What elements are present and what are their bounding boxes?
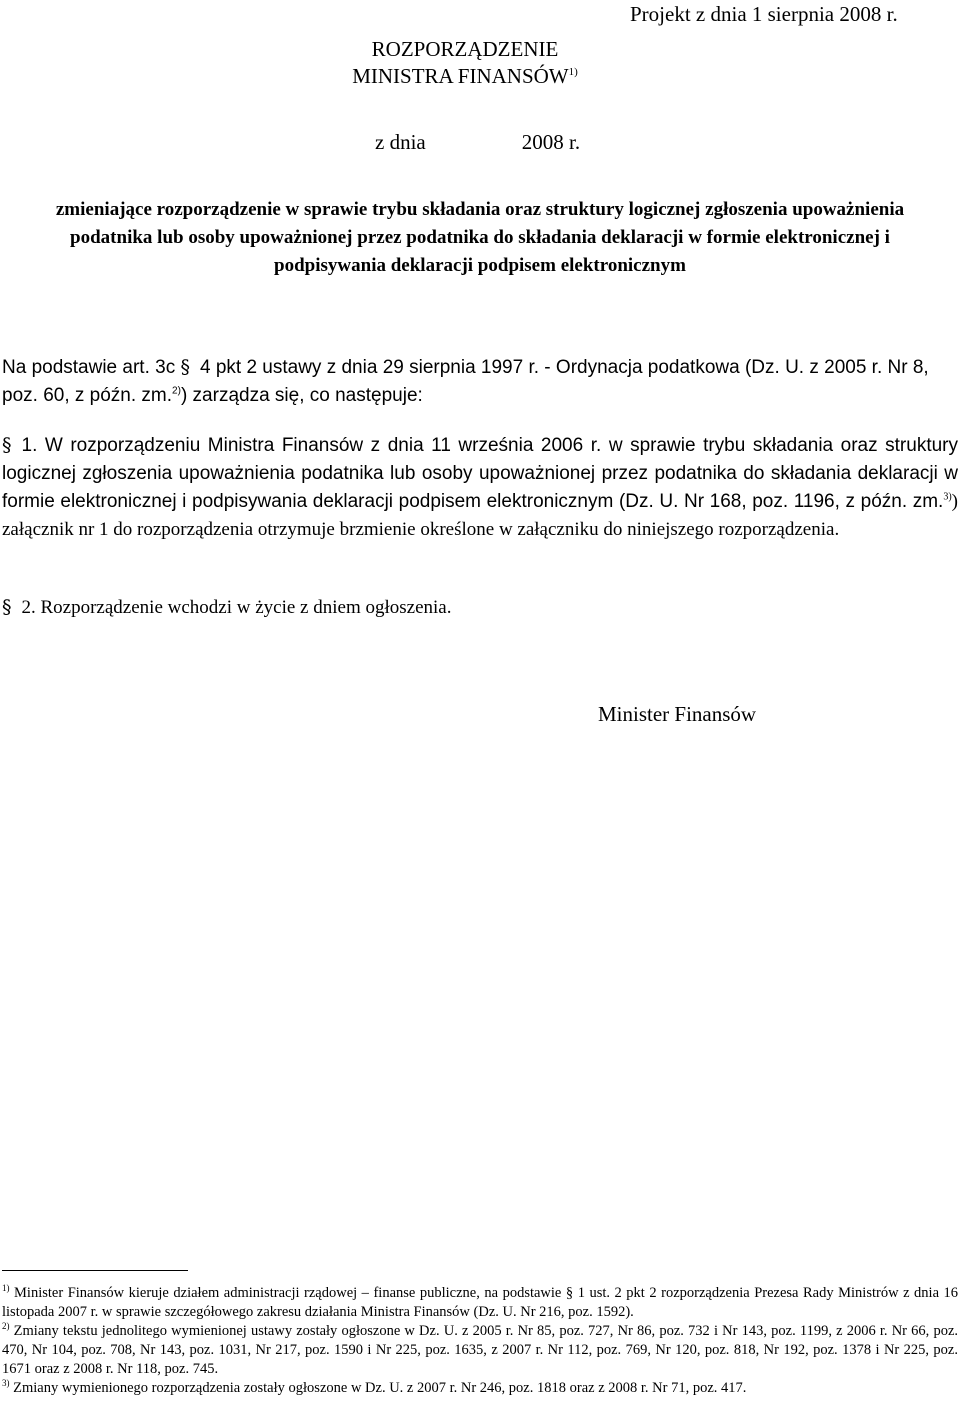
basis-text-end: ) zarządza się, co następuje: — [180, 385, 423, 406]
basis-text-start: Na podstawie art. 3c — [2, 357, 176, 378]
footnote-ref-3: 3) — [943, 491, 952, 503]
date-line — [375, 130, 580, 155]
title-block — [300, 36, 630, 90]
footnote-3 — [2, 1379, 958, 1398]
issuer-title — [300, 63, 630, 90]
section-sign: § — [2, 434, 12, 456]
legal-basis — [2, 353, 958, 410]
footnote-2-text: Zmiany tekstu jednolitego wymienionej ustawy zostały ogłoszone w Dz. U. z 2005 r. Nr 85, poz. 727, Nr 86, poz. 732 i Nr 143, poz. 1199, z 2006 r. Nr 66, poz. 470, Nr 104, poz. 708, Nr 143, poz. 1031, Nr 217, poz. 1590 i Nr 225, poz. 1635, z 2007 r. Nr 112, poz. 769, Nr 120, poz. 818, Nr 192, poz. 1378 i Nr 225, poz. 1671 oraz z 2008 r. Nr 118, poz. 745. — [2, 1323, 959, 1377]
paragraph-1-lead: 1. W rozporządzeniu Ministra Finansów z dnia 11 września 2006 r. w sprawie trybu składania oraz struktury logicznej zgłoszenia upoważnienia podatnika lub osoby upoważnionej przez podatnika do składania deklaracji w formie elektronicznej i podpisywania deklaracji podpisem elektronicznym (Dz. U. Nr 168, poz. 1196, z późn. zm. — [2, 435, 958, 512]
footnote-number: 3) — [2, 1378, 10, 1389]
paragraph-1 — [2, 431, 958, 544]
section-sign: § — [180, 356, 190, 378]
project-note: Projekt z dnia 1 sierpnia 2008 r. — [630, 2, 898, 26]
footnote-3-text: Zmiany wymienionego rozporządzenia zostały ogłoszone w Dz. U. z 2007 r. Nr 246, poz. 1818 oraz z 2008 r. Nr 71, poz. 417. — [13, 1380, 747, 1396]
section-sign: § — [565, 1285, 574, 1301]
signature-block: Minister Finansów — [598, 702, 757, 726]
document-type-title: ROZPORZĄDZENIE — [371, 37, 559, 61]
basis-text-middle: 4 pkt 2 ustawy z dnia 29 sierpnia 1997 r. - Ordynacja podatkowa (Dz. U. z 2005 r. Nr 8, poz. 60, z późn. zm. — [2, 357, 929, 406]
footnote-separator — [2, 1270, 188, 1271]
footnotes — [2, 1284, 958, 1398]
paragraph-2-text: 2. Rozporządzenie wchodzi w życie z dniem ogłoszenia. — [21, 597, 452, 618]
footnote-1-text-end: 1 ust. 2 pkt 2 rozporządzenia Prezesa Rady Ministrów z dnia 16 listopada 2007 r. w sprawie szczegółowego zakresu działania Ministra Finansów (Dz. U. Nr 216, poz. 1592). — [2, 1285, 959, 1320]
footnote-1-text-start: Minister Finansów kieruje działem administracji rządowej – finanse publiczne, na podstawie — [14, 1285, 562, 1301]
footnote-ref-2: 2) — [172, 385, 181, 397]
footnote-number: 2) — [2, 1321, 10, 1332]
footnote-1 — [2, 1284, 958, 1322]
paragraph-1-end: ) załącznik nr 1 do rozporządzenia otrzymuje brzmienie określone w załączniku do niniejszego rozporządzenia. — [2, 491, 958, 540]
date-suffix: 2008 r. — [521, 130, 581, 154]
footnote-ref-1: 1) — [568, 66, 578, 78]
footnote-2 — [2, 1322, 958, 1379]
subject-heading: zmieniające rozporządzenie w sprawie trybu składania oraz struktury logicznej zgłoszenia upoważnienia podatnika lub osoby upoważnionej przez podatnika do składania deklaracji w formie elektronicznej i podpisywania deklaracji podpisem elektronicznym — [55, 199, 905, 276]
paragraph-2 — [2, 593, 958, 622]
section-sign: § — [2, 596, 12, 618]
issuer-name: MINISTRA FINANSÓW — [352, 64, 569, 88]
footnote-number: 1) — [2, 1283, 10, 1294]
date-prefix: z dnia — [375, 130, 426, 154]
